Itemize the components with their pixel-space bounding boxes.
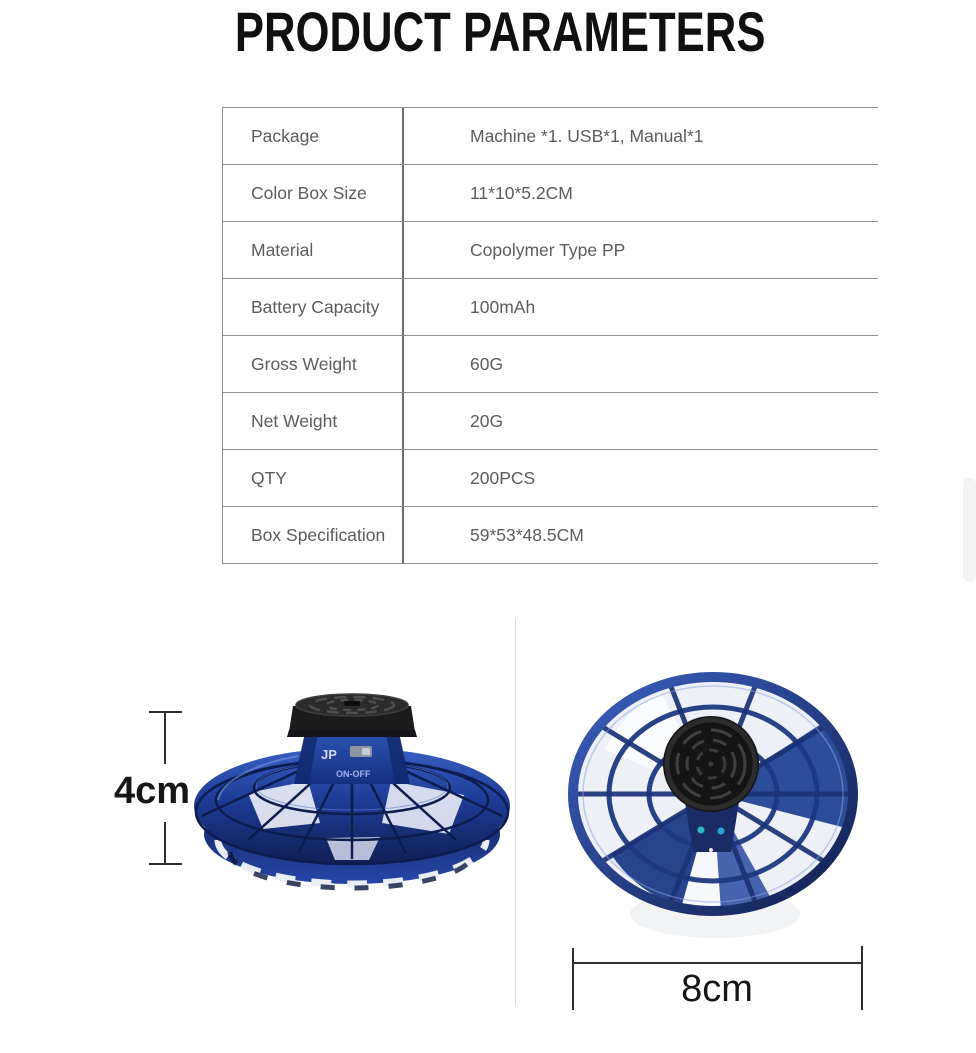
switch-label: ON-OFF bbox=[336, 769, 371, 779]
dimension-segment bbox=[573, 962, 863, 964]
height-dimension-label: 4cm bbox=[114, 770, 191, 812]
table-row bbox=[223, 336, 878, 393]
spec-table bbox=[222, 107, 878, 564]
table-row bbox=[223, 393, 878, 450]
param-value: 20G bbox=[470, 410, 504, 431]
param-value: 11*10*5.2CM bbox=[470, 182, 573, 203]
dimension-segment bbox=[164, 822, 166, 865]
page-header bbox=[24, 0, 976, 68]
param-label: Net Weight bbox=[223, 393, 404, 449]
param-label: Material bbox=[223, 222, 404, 278]
table-row bbox=[223, 507, 878, 564]
param-value: 59*53*48.5CM bbox=[470, 524, 584, 545]
param-label: Box Specification bbox=[223, 507, 404, 563]
param-label: Color Box Size bbox=[223, 165, 404, 221]
page-title: PRODUCT PARAMETERS bbox=[234, 0, 766, 63]
table-row bbox=[223, 165, 878, 222]
led-dot bbox=[698, 827, 705, 834]
param-value: Machine *1. USB*1, Manual*1 bbox=[470, 125, 704, 146]
table-row bbox=[223, 279, 878, 336]
table-row bbox=[223, 108, 878, 165]
brand-label: JP bbox=[321, 747, 337, 762]
param-label: Package bbox=[223, 108, 404, 164]
drone-top-view-image bbox=[563, 652, 867, 948]
param-value: 200PCS bbox=[470, 467, 536, 488]
table-row bbox=[223, 222, 878, 279]
param-label: QTY bbox=[223, 450, 404, 506]
drone-side-cap bbox=[287, 694, 417, 737]
scrollbar-thumb[interactable] bbox=[963, 478, 976, 582]
table-row bbox=[223, 450, 878, 507]
led-dot bbox=[718, 828, 725, 835]
param-value: Copolymer Type PP bbox=[470, 239, 626, 260]
param-label: Gross Weight bbox=[223, 336, 404, 392]
dimension-segment bbox=[164, 711, 166, 764]
param-label: Battery Capacity bbox=[223, 279, 404, 335]
width-dimension-label: 8cm bbox=[681, 968, 753, 1010]
dimension-cap bbox=[149, 863, 182, 865]
dimension-cap bbox=[861, 946, 863, 1010]
param-value: 60G bbox=[470, 353, 504, 374]
param-value: 100mAh bbox=[470, 296, 536, 317]
dimension-cap bbox=[572, 948, 574, 1010]
drone-side-view-image bbox=[178, 688, 526, 916]
